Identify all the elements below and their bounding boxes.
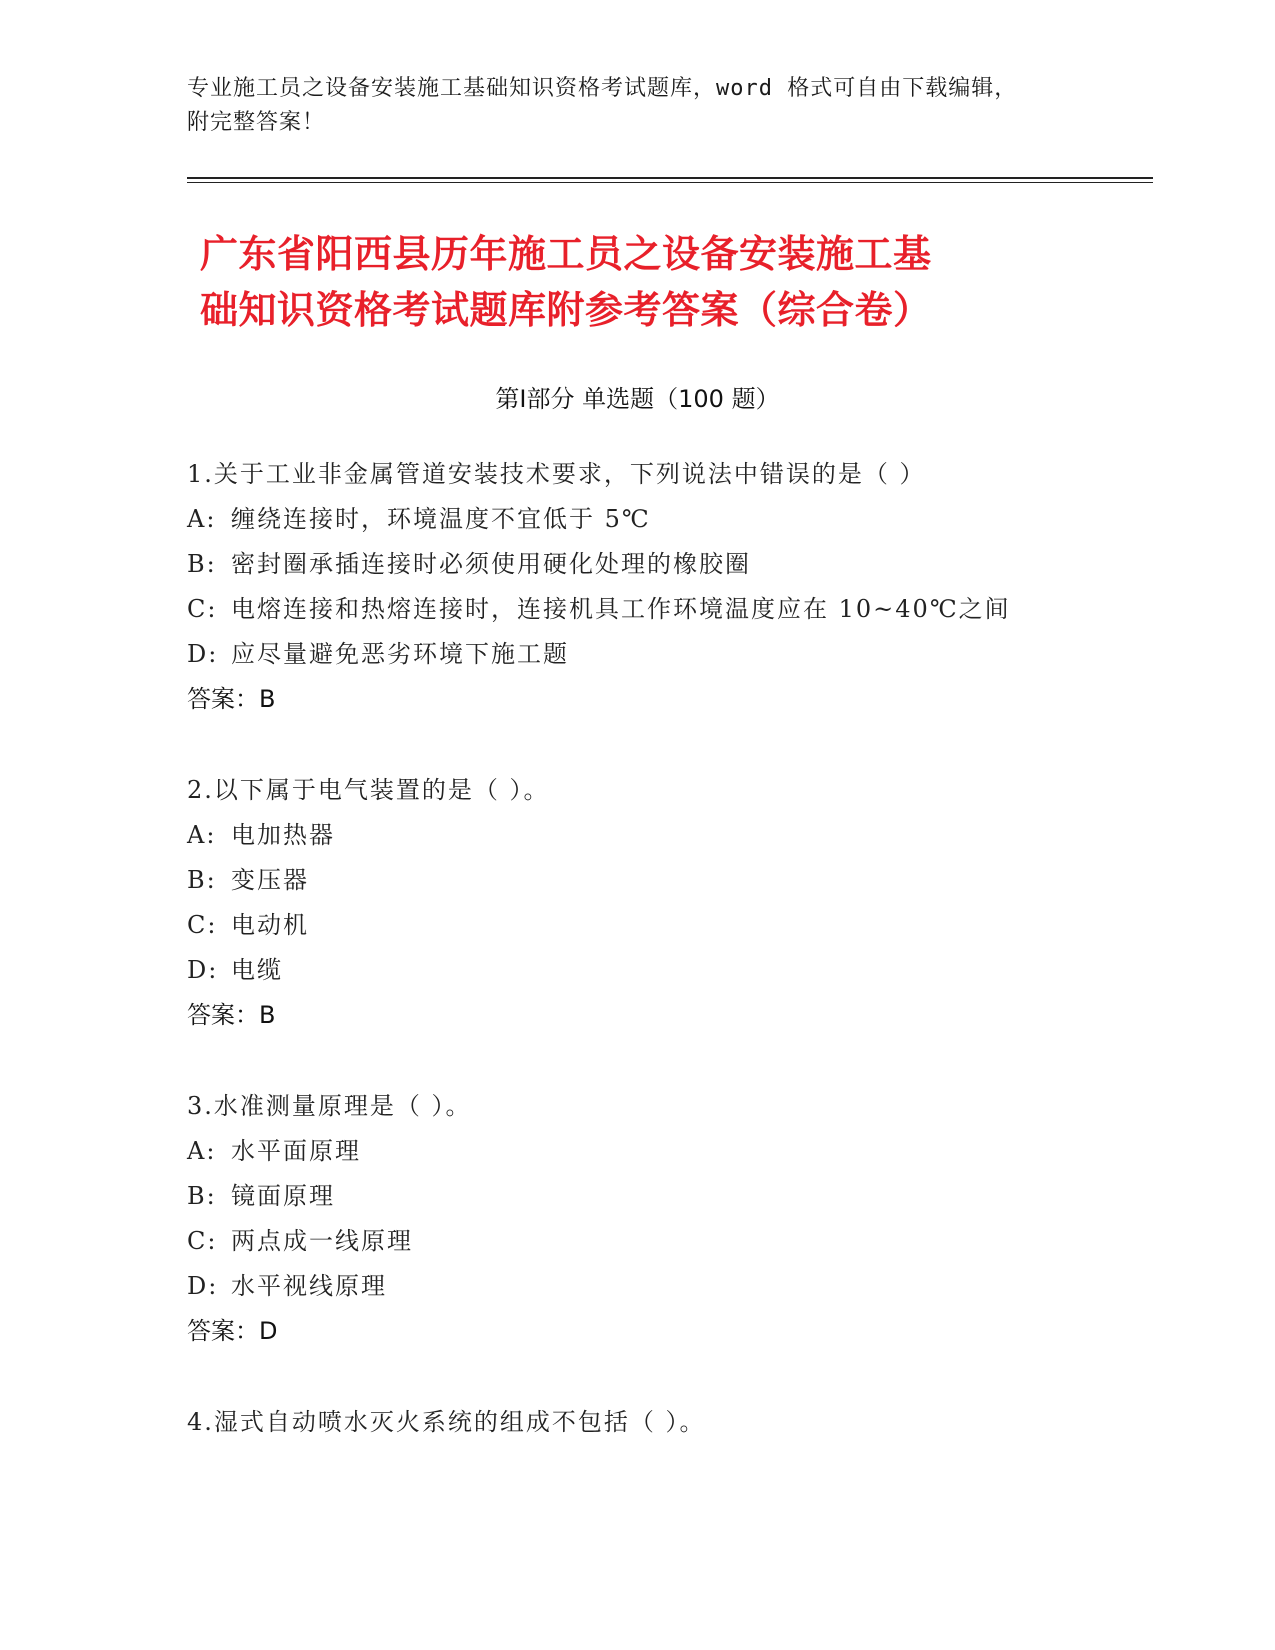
document-title-line-2: 础知识资格考试题库附参考答案（综合卷）: [200, 288, 932, 332]
question-3: [187, 1084, 1087, 1354]
option-key: A:: [187, 505, 217, 533]
option-c: [187, 903, 1087, 948]
header-rule-thin: [187, 182, 1153, 183]
option-b: [187, 542, 1087, 587]
option-key: C:: [187, 1227, 218, 1255]
option-text: 电缆: [231, 956, 283, 984]
option-key: B:: [187, 550, 217, 578]
option-c: [187, 1219, 1087, 1264]
option-text: 变压器: [231, 866, 309, 894]
answer: 答案：B: [187, 1001, 276, 1029]
option-key: C:: [187, 911, 218, 939]
option-text: 两点成一线原理: [231, 1227, 413, 1255]
option-text: 电熔连接和热熔连接时，连接机具工作环境温度应在 10~40℃之间: [231, 595, 1011, 623]
question-2: [187, 768, 1087, 1038]
document-title-line-1: 广东省阳西县历年施工员之设备安装施工基: [200, 232, 932, 276]
question-1: [187, 452, 1087, 722]
option-key: C:: [187, 595, 218, 623]
option-text: 镜面原理: [231, 1182, 335, 1210]
question-stem: 4.湿式自动喷水灭火系统的组成不包括（ ）。: [187, 1408, 706, 1436]
option-key: B:: [187, 866, 217, 894]
answer: 答案：D: [187, 1317, 278, 1345]
option-key: A:: [187, 1137, 217, 1165]
option-text: 应尽量避免恶劣环境下施工题: [231, 640, 569, 668]
option-text: 电加热器: [231, 821, 335, 849]
option-a: [187, 497, 1087, 542]
question-4: [187, 1400, 1087, 1445]
option-b: [187, 858, 1087, 903]
header-rule-thick: [187, 177, 1153, 179]
option-text: 缠绕连接时，环境温度不宜低于 5℃: [231, 505, 651, 533]
header-note: [187, 72, 1067, 140]
section-title: 第Ⅰ部分 单选题（100 题）: [495, 385, 780, 413]
option-text: 水平面原理: [231, 1137, 361, 1165]
option-key: B:: [187, 1182, 217, 1210]
option-key: A:: [187, 821, 217, 849]
header-note-line-1: 专业施工员之设备安装施工基础知识资格考试题库，word 格式可自由下载编辑，: [187, 76, 1018, 101]
option-text: 密封圈承插连接时必须使用硬化处理的橡胶圈: [231, 550, 751, 578]
option-key: D:: [187, 956, 219, 984]
question-stem: 2.以下属于电气装置的是（ ）。: [187, 776, 550, 804]
option-d: [187, 1264, 1087, 1309]
option-a: [187, 1129, 1087, 1174]
question-stem: 3.水准测量原理是（ ）。: [187, 1092, 472, 1120]
option-a: [187, 813, 1087, 858]
document-title: [200, 226, 1100, 338]
answer: 答案：B: [187, 685, 276, 713]
option-d: [187, 948, 1087, 993]
option-text: 水平视线原理: [231, 1272, 387, 1300]
option-d: [187, 632, 1087, 677]
header-note-line-2: 附完整答案！: [187, 110, 326, 135]
option-key: D:: [187, 640, 219, 668]
question-stem: 1.关于工业非金属管道安装技术要求，下列说法中错误的是（ ）: [187, 460, 926, 488]
option-key: D:: [187, 1272, 219, 1300]
option-b: [187, 1174, 1087, 1219]
option-c: [187, 587, 1087, 632]
option-text: 电动机: [231, 911, 309, 939]
